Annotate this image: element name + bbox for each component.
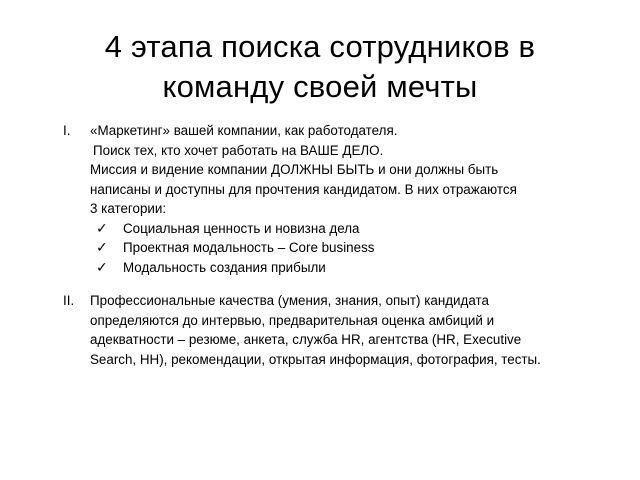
section-2-text	[90, 291, 617, 369]
section-1-line: «Маркетинг» вашей компании, как работодателя.	[90, 123, 398, 138]
section-marker-1: I.	[63, 123, 71, 138]
section-1-line: Миссия и видение компании ДОЛЖНЫ БЫТЬ и они должны быть	[90, 162, 499, 177]
checklist-item	[96, 219, 617, 239]
section-1-line: 3 категории:	[90, 201, 167, 216]
checklist-item-label: Проектная модальность – Core business	[123, 240, 375, 255]
checklist-item	[96, 238, 617, 258]
section-2-line: определяются до интервью, предварительная оценка амбиций и	[90, 312, 495, 328]
section-1-line: Поиск тех, кто хочет работать на ВАШЕ ДЕЛО.	[93, 142, 384, 158]
slide-title-line-1: 4 этапа поиска сотрудников в	[104, 28, 536, 64]
checklist-item-label: Модальность создания прибыли	[123, 259, 326, 275]
check-icon: ✓	[96, 258, 108, 275]
section-2-line: адекватности – резюме, анкета, служба HR, агентства (HR, Executive	[90, 332, 522, 347]
section-1-line: написаны и доступны для прочтения кандидатом. В них отражаются	[90, 181, 517, 197]
section-professional-qualities	[57, 291, 617, 369]
category-checklist	[96, 219, 617, 278]
section-1-text	[90, 121, 617, 277]
slide-title-line-2: команду своей мечты	[162, 68, 478, 104]
slide-title	[0, 27, 640, 107]
check-icon: ✓	[96, 219, 108, 236]
check-icon: ✓	[96, 239, 108, 255]
checklist-item-label: Социальная ценность и новизна дела	[123, 220, 360, 236]
section-2-line: Профессиональные качества (умения, знания, опыт) кандидата	[90, 293, 489, 308]
section-2-line: Search, HH), рекомендации, открытая информация, фотография, тесты.	[90, 351, 541, 367]
checklist-item	[96, 258, 617, 278]
section-marker-2: II.	[63, 293, 75, 308]
section-marketing	[57, 121, 617, 277]
